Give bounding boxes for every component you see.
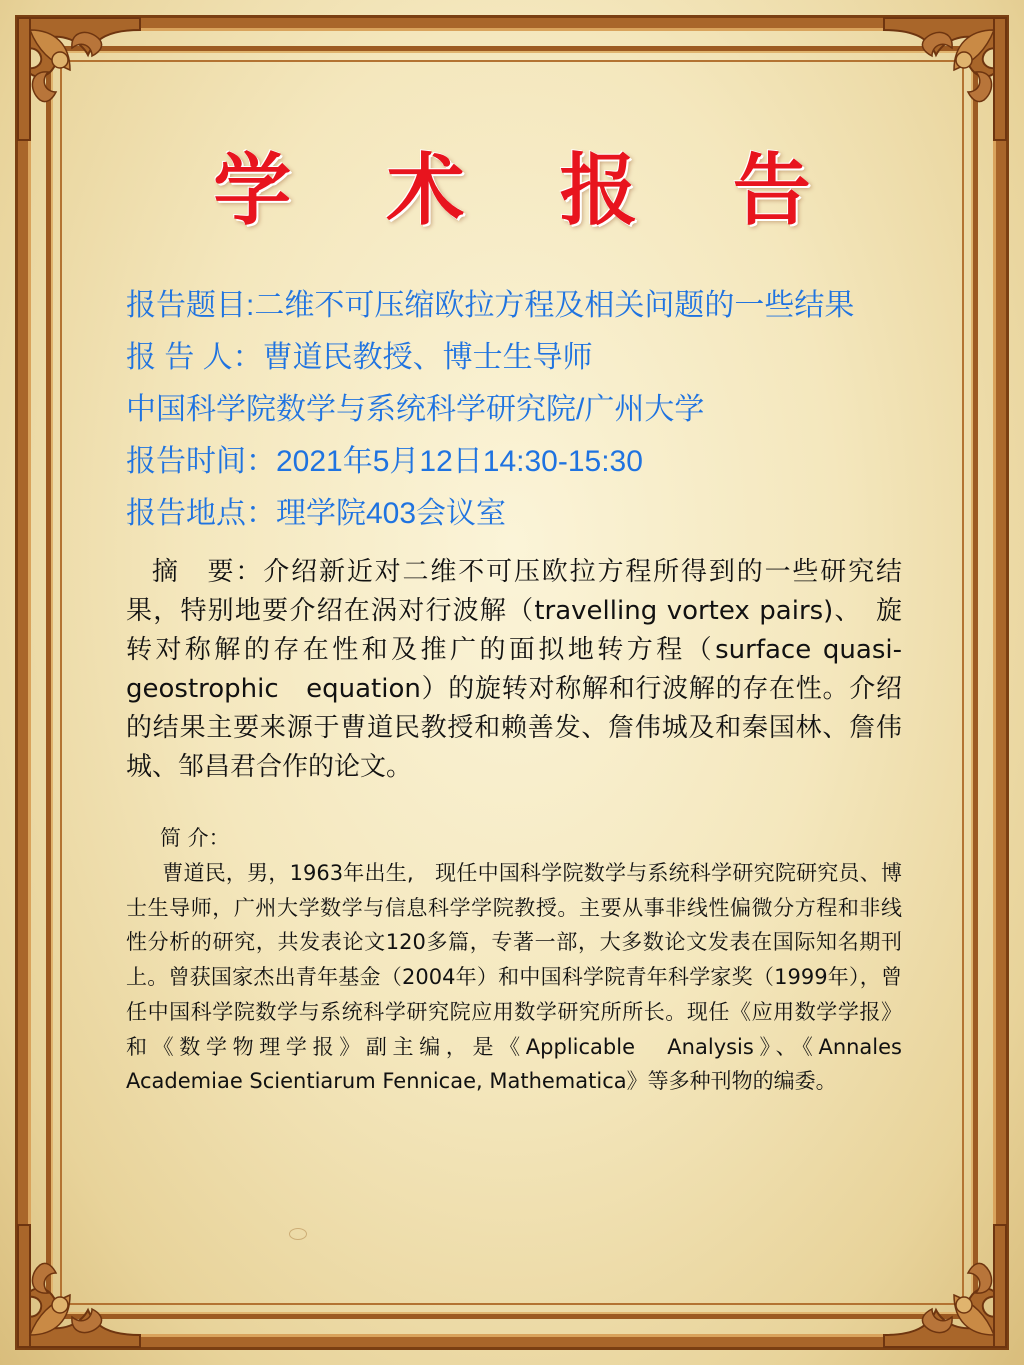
report-time: 报告时间：2021年5月12日14:30-15:30 [126, 445, 643, 478]
report-affiliation: 中国科学院数学与系统科学研究院/广州大学 [126, 393, 705, 426]
corner-ornament-icon [874, 1215, 1024, 1365]
abstract-label: 摘 要： [150, 557, 264, 587]
report-location: 报告地点：理学院403会议室 [126, 497, 507, 530]
poster-title: 学 术 报 告 [213, 146, 845, 236]
abstract-text: 介绍新近对二维不可压欧拉方程所得到的一些研究结果，特别地要介绍在涡对行波解（travelling vortex pairs)、 旋转对称解的存在性和及推广的面拟地转方程（surface quasi-geostrophic equation）的旋转对称解和行波解的存在性。介绍的结果主要来源于曹道民教授和赖善发、詹伟城及和秦国林、詹伟城、邹昌君合作的论文。 [126, 557, 902, 782]
report-info-block [126, 280, 956, 540]
report-speaker: 报 告 人：曹道民教授、博士生导师 [126, 341, 593, 374]
bio-heading: 简 介： [160, 826, 230, 850]
corner-ornament-icon [0, 1215, 150, 1365]
abstract-section [126, 553, 902, 787]
report-topic: 报告题目:二维不可压缩欧拉方程及相关问题的一些结果 [126, 289, 855, 322]
bio-section [126, 856, 923, 1099]
decorative-mark-icon [289, 1228, 307, 1240]
bio-text: 曹道民，男，1963年出生, 现任中国科学院数学与系统科学研究院研究员、博士生导师，广州大学数学与信息科学学院教授。主要从事非线性偏微分方程和非线性分析的研究，共发表论文120多篇，专著一部，大多数论文发表在国际知名期刊上。曾获国家杰出青年基金（2004年）和中国科学院青年科学家奖（1999年），曾任中国科学院数学与系统科学研究院应用数学研究所所长。现任《应用数学学报》和《数学物理学报》副主编，是《Applicable Analysis》、《Annales Academiae Scientiarum Fennicae, Mathematica》等多种刊物的编委。 [126, 861, 923, 1094]
